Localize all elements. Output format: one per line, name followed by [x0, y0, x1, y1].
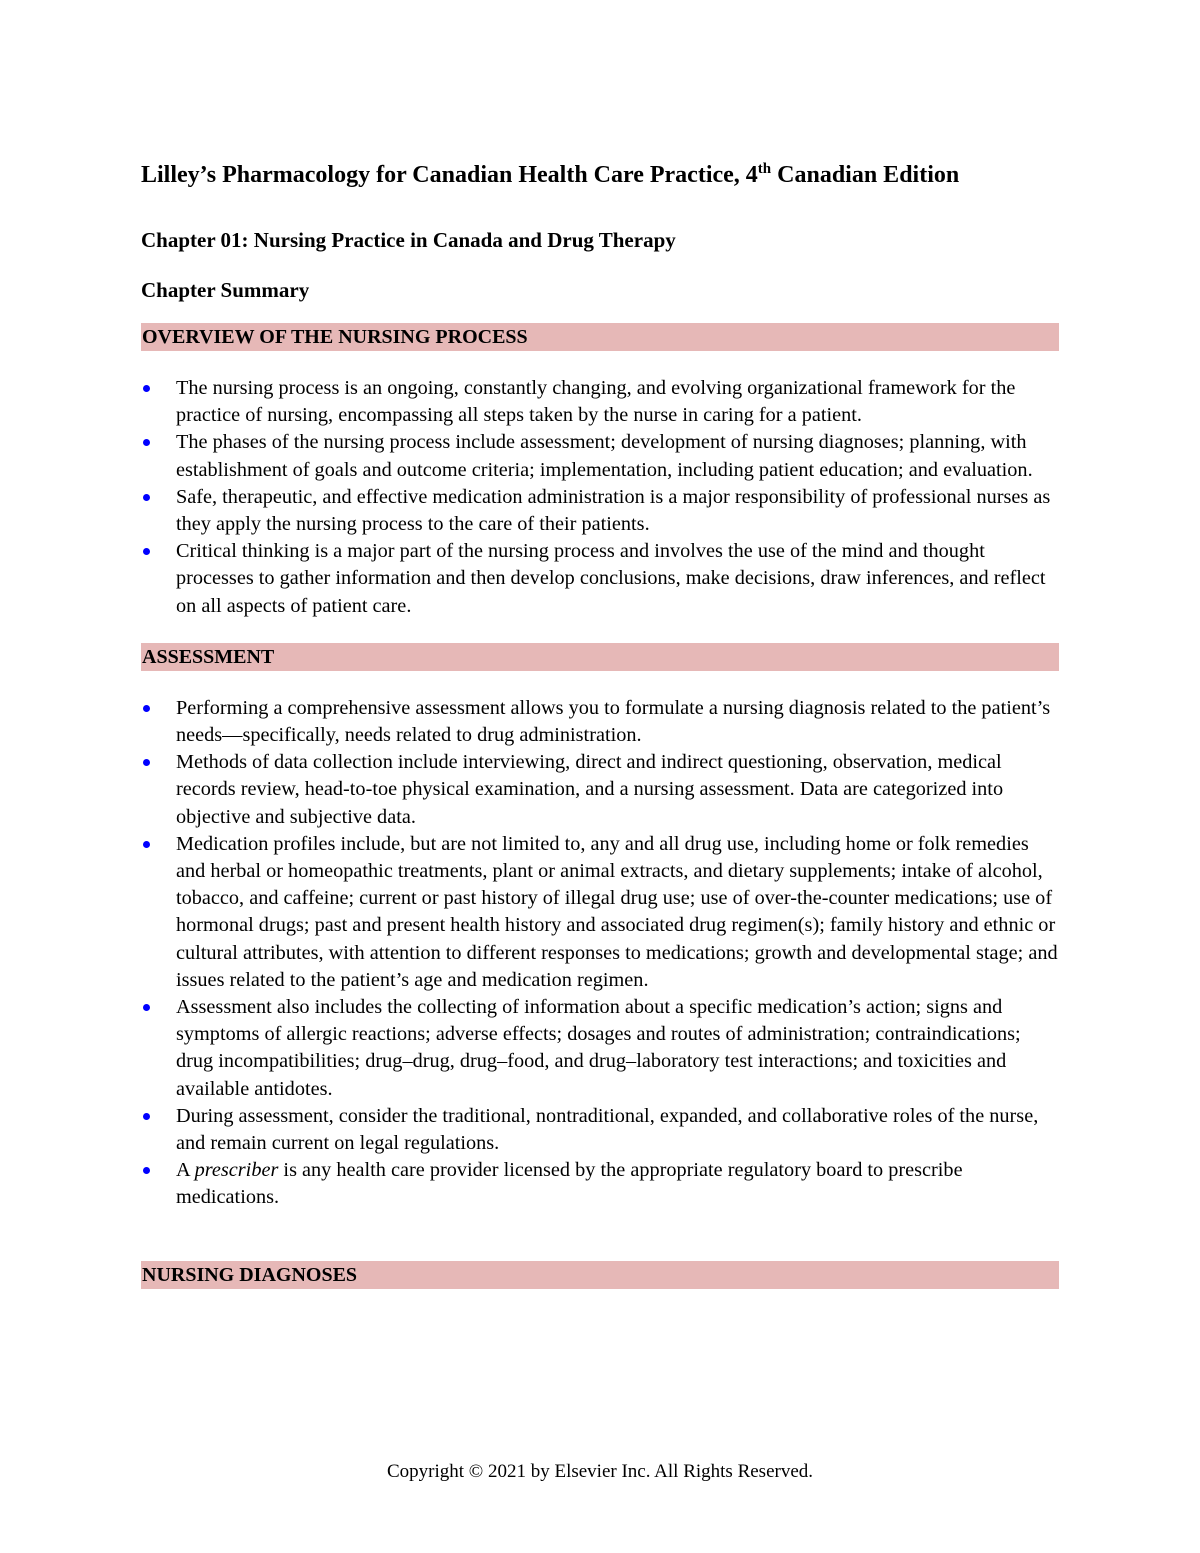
bullet-icon [143, 1004, 150, 1011]
list-item: Methods of data collection include interviewing, direct and indirect questioning, observation, medical records review, head-to-toe physical examination, and a nursing assessment. Data are categorized into objective and subjective data. [141, 749, 1059, 831]
document-page [141, 160, 1059, 1289]
prescriber-term: prescriber [194, 1159, 279, 1182]
section-heading-nursing-diagnoses: NURSING DIAGNOSES [141, 1261, 1059, 1289]
bullet-icon [143, 494, 150, 501]
list-item: Performing a comprehensive assessment allows you to formulate a nursing diagnosis related to the patient’s needs—specifically, needs related to drug administration. [141, 695, 1059, 749]
bullet-icon [143, 759, 150, 766]
chapter-summary-label: Chapter Summary [141, 278, 310, 302]
list-item: Assessment also includes the collecting of information about a specific medication’s action; signs and symptoms of allergic reactions; adverse effects; dosages and routes of administration; contraindications; drug incompatibilities; drug–drug, drug–food, and drug–laboratory test interactions; and toxicities and available antidotes. [141, 994, 1059, 1103]
bullet-icon [143, 1167, 150, 1174]
overview-bullet-list [141, 375, 1059, 620]
list-item: The phases of the nursing process include assessment; development of nursing diagnoses; planning, with establishment of goals and outcome criteria; implementation, including patient education; and evaluation. [141, 429, 1059, 483]
section-heading-assessment: ASSESSMENT [141, 643, 1059, 671]
assessment-bullet-list [141, 695, 1059, 1212]
section-heading-overview: OVERVIEW OF THE NURSING PROCESS [141, 323, 1059, 351]
title-superscript: th [757, 161, 772, 177]
document-title: Lilley’s Pharmacology for Canadian Health Care Practice, 4th Canadian Edition [141, 161, 960, 188]
list-item: During assessment, consider the traditional, nontraditional, expanded, and collaborative roles of the nurse, and remain current on legal regulations. [141, 1103, 1059, 1157]
bullet-icon [143, 1113, 150, 1120]
copyright-footer: Copyright © 2021 by Elsevier Inc. All Rights Reserved. [386, 1461, 814, 1482]
list-item: The nursing process is an ongoing, constantly changing, and evolving organizational framework for the practice of nursing, encompassing all steps taken by the nurse in caring for a patient. [141, 375, 1059, 429]
list-item: Critical thinking is a major part of the nursing process and involves the use of the mind and thought processes to gather information and then develop conclusions, make decisions, draw inferences, and reflect on all aspects of patient care. [141, 538, 1059, 620]
chapter-title: Chapter 01: Nursing Practice in Canada and Drug Therapy [141, 228, 676, 252]
bullet-icon [143, 548, 150, 555]
bullet-icon [143, 439, 150, 446]
list-item: Medication profiles include, but are not limited to, any and all drug use, including home or folk remedies and herbal or homeopathic treatments, plant or animal extracts, and dietary supplements; intake of alcohol, tobacco, and caffeine; current or past history of illegal drug use; use of over-the-counter medications; use of hormonal drugs; past and present health history and associated drug regimen(s); family history and ethnic or cultural attributes, with attention to different responses to medications; growth and developmental stage; and issues related to the patient’s age and medication regimen. [141, 831, 1059, 994]
bullet-icon [143, 841, 150, 848]
bullet-icon [143, 385, 150, 392]
bullet-icon [143, 705, 150, 712]
list-item: A prescriber is any health care provider licensed by the appropriate regulatory board to prescribe medications. [141, 1157, 1059, 1211]
list-item: Safe, therapeutic, and effective medication administration is a major responsibility of professional nurses as they apply the nursing process to the care of their patients. [141, 484, 1059, 538]
